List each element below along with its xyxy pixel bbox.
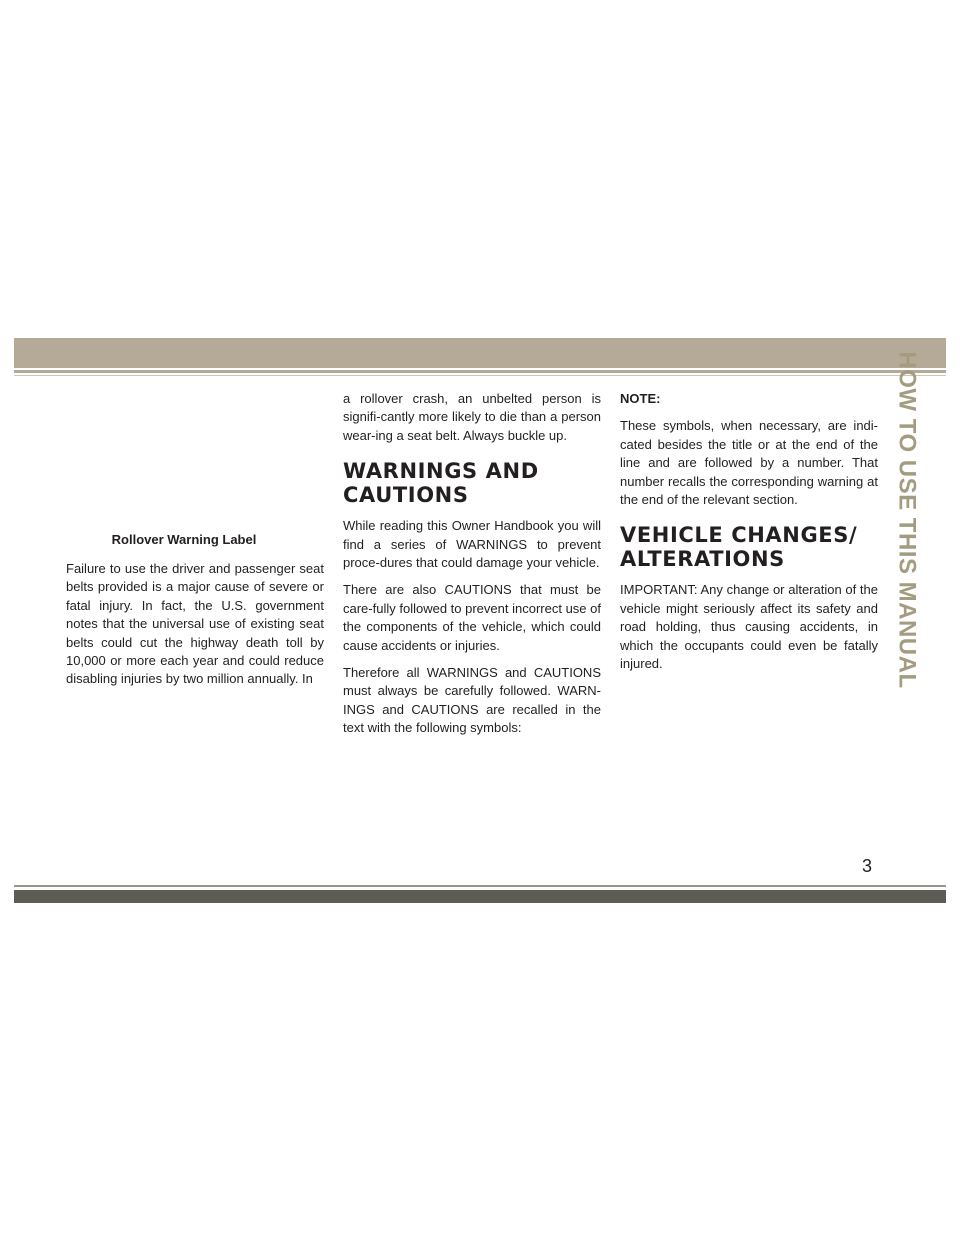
- page-number: 3: [862, 856, 873, 876]
- footer-band: [14, 890, 946, 903]
- body-paragraph: Failure to use the driver and passenger seat belts provided is a major cause of severe or fatal injury. In fact, the U.S. government notes that the universal use of existing seat belts could cut the highway death toll by 10,000 or more each year and could reduce disabling injuries by two million annually. In: [66, 561, 324, 687]
- header-rule-thin: [14, 375, 946, 376]
- note-label: NOTE:: [620, 391, 661, 406]
- section-side-tab-label: HOW TO USE THIS MANUAL: [894, 351, 921, 689]
- body-paragraph: a rollover crash, an unbelted person is signifi-cantly more likely to die than a person wear-ing a seat belt. Always buckle up.: [343, 391, 601, 443]
- column-3: [620, 390, 878, 682]
- header-rule: [14, 370, 946, 373]
- body-paragraph: Therefore all WARNINGS and CAUTIONS must always be carefully followed. WARN-INGS and CAUTIONS are recalled in the text with the following symbols:: [343, 665, 601, 736]
- figure-caption: Rollover Warning Label: [111, 532, 257, 547]
- footer-rule: [14, 885, 946, 887]
- body-paragraph: These symbols, when necessary, are indi-cated besides the title or at the end of the line and are followed by a number. That number recalls the corresponding warning at the end of the relevant section.: [620, 418, 878, 508]
- body-paragraph: IMPORTANT: Any change or alteration of the vehicle might seriously affect its safety and road holding, thus causing accidents, in which the occupants could even be fatally injured.: [620, 582, 878, 672]
- section-side-tab: [893, 351, 921, 689]
- body-paragraph: While reading this Owner Handbook you will find a series of WARNINGS to prevent proce-dures that could damage your vehicle.: [343, 518, 601, 571]
- section-heading-warnings: WARNINGS AND CAUTIONS: [343, 459, 539, 508]
- column-2: [343, 390, 601, 747]
- header-band: [14, 338, 946, 368]
- section-heading-vehicle-changes: VEHICLE CHANGES/ ALTERATIONS: [620, 523, 858, 572]
- body-paragraph: There are also CAUTIONS that must be care-fully followed to prevent incorrect use of the components of the vehicle, which could cause accidents or injuries.: [343, 582, 601, 653]
- column-1: [66, 532, 324, 698]
